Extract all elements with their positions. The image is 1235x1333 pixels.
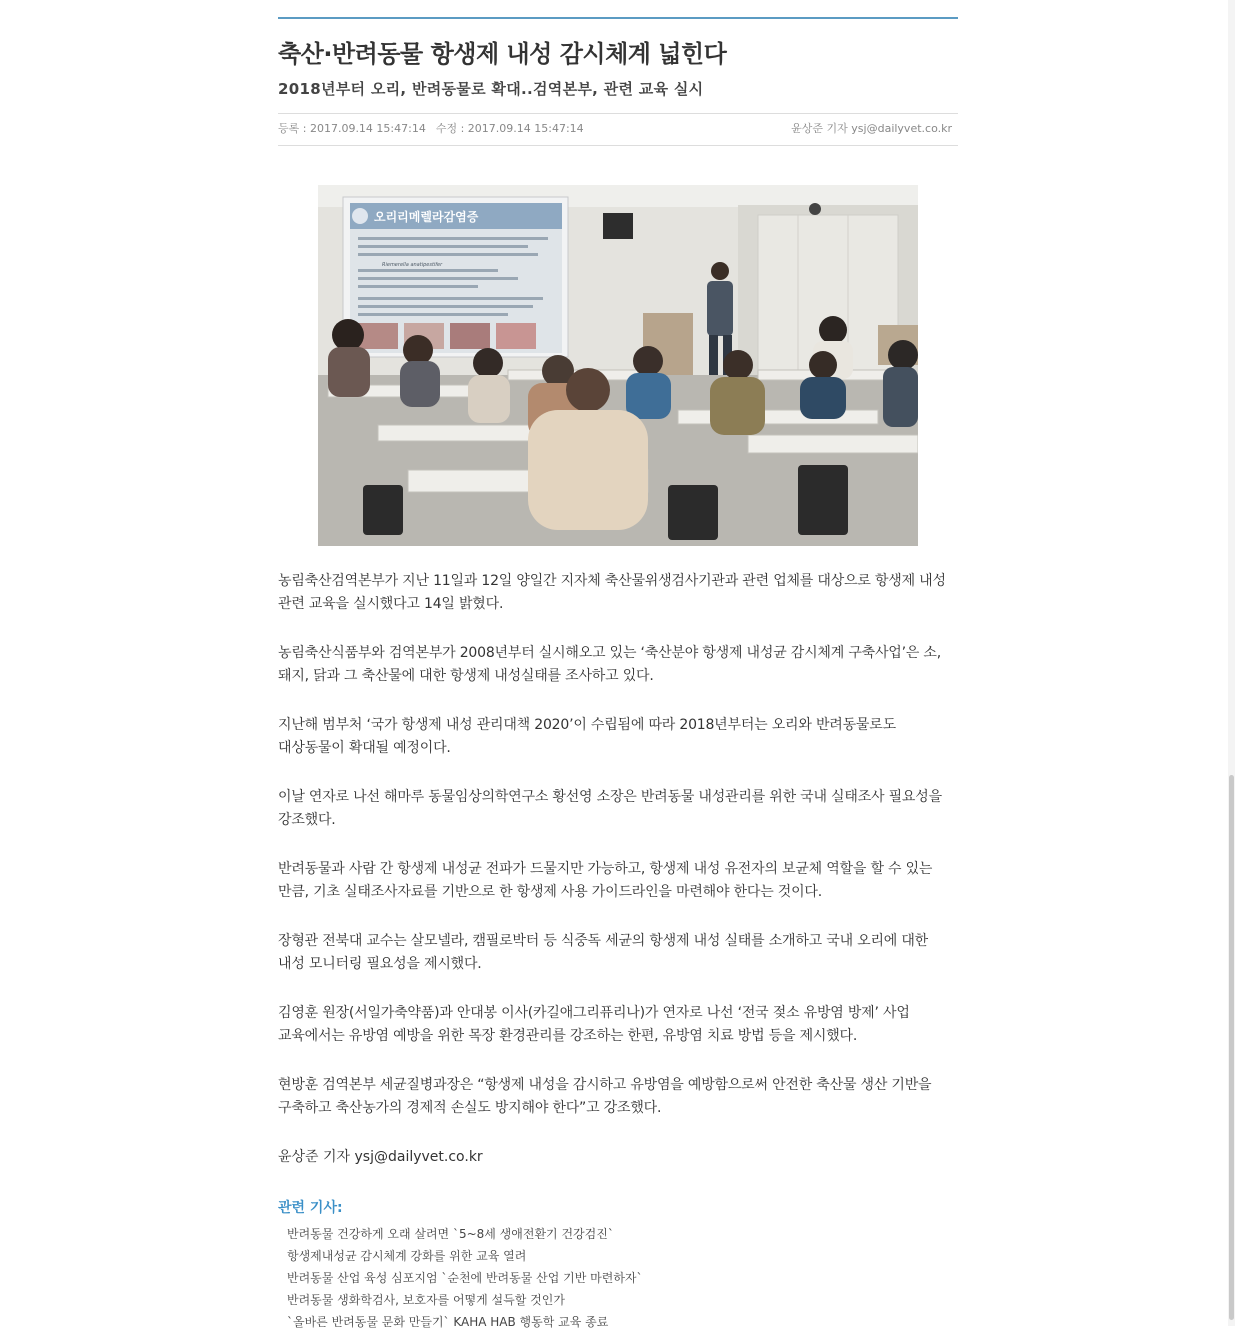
paragraph: 농림축산식품부와 검역본부가 2008년부터 실시해오고 있는 ‘축산분야 항생제 내성균 감시체계 구축사업’은 소, 돼지, 닭과 그 축산물에 대한 항생제 내성실태를 조사하고 있다.: [278, 645, 942, 684]
scrollbar[interactable]: [1228, 0, 1235, 1326]
paragraph: 농림축산검역본부가 지난 11일과 12일 양일간 지자체 축산물위생검사기관과 관련 업체를 대상으로 항생제 내성 관련 교육을 실시했다고 14일 밝혔다.: [278, 573, 946, 612]
scrollbar-thumb[interactable]: [1229, 775, 1234, 1320]
article-body: [278, 570, 958, 1169]
paragraph: 이날 연자로 나선 해마루 동물임상의학연구소 황선영 소장은 반려동물 내성관리를 위한 국내 실태조사 필요성을 강조했다.: [278, 789, 942, 828]
seminar-photo-illustration: [318, 185, 918, 546]
related-link[interactable]: `올바른 반려동물 문화 만들기` KAHA HAB 행동학 교육 종료: [287, 1315, 609, 1329]
paragraph: 반려동물과 사람 간 항생제 내성균 전파가 드물지만 가능하고, 항생제 내성 유전자의 보균체 역할을 할 수 있는 만큼, 기초 실태조사자료를 기반으로 한 항생제 사용 가이드라인을 마련해야 한다는 것이다.: [278, 861, 933, 900]
paragraph: 김영훈 원장(서일가축약품)과 안대봉 이사(카길애그리퓨리나)가 연자로 나선 ‘전국 젖소 유방염 방제’ 사업 교육에서는 유방염 예방을 위한 목장 환경관리를 강조하는 한편, 유방염 치료 방법 등을 제시했다.: [278, 1005, 910, 1044]
reporter: 윤상준 기자 ysj@dailyvet.co.kr: [791, 122, 952, 135]
related-link[interactable]: 반려동물 생화학검사, 보호자를 어떻게 설득할 것인가: [287, 1293, 565, 1307]
registered-date: 등록 : 2017.09.14 15:47:14: [278, 122, 426, 135]
modified-date: 수정 : 2017.09.14 15:47:14: [435, 122, 584, 135]
article-byline: 윤상준 기자 ysj@dailyvet.co.kr: [278, 1149, 483, 1165]
article-subtitle: 2018년부터 오리, 반려동물로 확대..검역본부, 관련 교육 실시: [278, 80, 704, 98]
paragraph: 현방훈 검역본부 세균질병과장은 “항생제 내성을 감시하고 유방염을 예방함으로써 안전한 축산물 생산 기반을 구축하고 축산농가의 경제적 손실도 방지해야 한다”고 강조했다.: [278, 1077, 932, 1116]
related-link[interactable]: 반려동물 산업 육성 심포지엄 `순천에 반려동물 산업 기반 마련하자`: [287, 1271, 643, 1285]
related-list: [278, 1223, 958, 1333]
paragraph: 장형관 전북대 교수는 살모넬라, 캠필로박터 등 식중독 세균의 항생제 내성 실태를 소개하고 국내 오리에 대한 내성 모니터링 필요성을 제시했다.: [278, 933, 929, 972]
related-heading: 관련 기사:: [278, 1200, 343, 1216]
related-articles: [278, 1197, 958, 1333]
related-link[interactable]: 반려동물 건강하게 오래 살려면 `5~8세 생애전환기 건강검진`: [287, 1227, 614, 1241]
top-divider: [278, 17, 958, 19]
paragraph: 지난해 범부처 ‘국가 항생제 내성 관리대책 2020’이 수립됨에 따라 2018년부터는 오리와 반려동물로도 대상동물이 확대될 예정이다.: [278, 717, 896, 756]
slide-title: 오리리메렐라감염증: [374, 210, 479, 224]
article-title: 축산·반려동물 항생제 내성 감시체계 넓힌다: [278, 40, 727, 68]
article-photo: [318, 185, 918, 546]
related-link[interactable]: 항생제내성균 감시체계 강화를 위한 교육 열려: [287, 1249, 527, 1263]
slide-species: Riemerella anatipestifer: [382, 262, 443, 268]
article-meta: [278, 113, 958, 146]
